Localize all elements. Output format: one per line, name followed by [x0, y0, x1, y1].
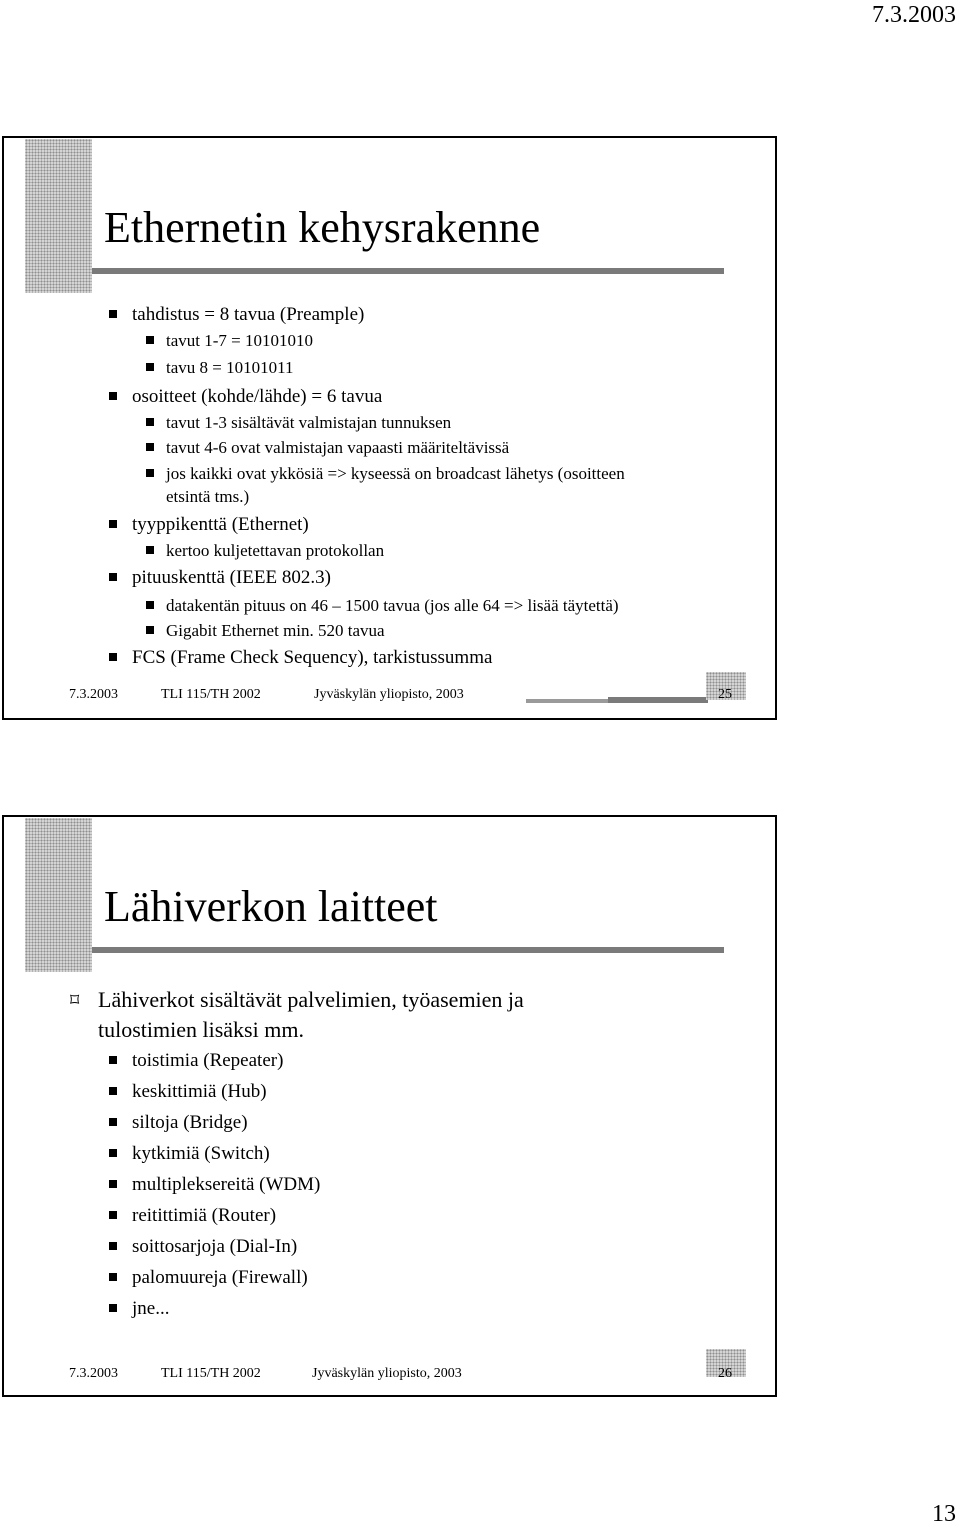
- lead-bullet-icon: ⌑: [70, 990, 80, 1011]
- bullet-square-icon: [146, 469, 154, 477]
- bullet-square-icon: [109, 1118, 117, 1126]
- bullet-text: palomuureja (Firewall): [132, 1267, 308, 1288]
- bullet-text: tavut 4-6 ovat valmistajan vapaasti määriteltävissä: [166, 438, 510, 457]
- lead-text: Lähiverkot sisältävät palvelimien, työasemien ja: [98, 987, 524, 1012]
- bullet-text: pituuskenttä (IEEE 802.3): [132, 567, 331, 588]
- slide-number: 26: [718, 1366, 732, 1381]
- bullet-text: reitittimiä (Router): [132, 1205, 277, 1226]
- slide-lan-devices: [2, 815, 777, 1397]
- footer-date: 7.3.2003: [69, 1366, 118, 1381]
- bullet-square-icon: [109, 1242, 117, 1250]
- title-rule: [92, 947, 724, 953]
- page-date: 7.3.2003: [872, 2, 956, 28]
- bullet-square-icon: [109, 1180, 117, 1188]
- bullet-text: toistimia (Repeater): [132, 1050, 284, 1071]
- bullet-square-icon: [146, 546, 154, 554]
- bullet-text: tavut 1-3 sisältävät valmistajan tunnuksen: [166, 413, 452, 432]
- bullet-square-icon: [146, 443, 154, 451]
- footer-org: Jyväskylän yliopisto, 2003: [314, 687, 464, 702]
- bullet-square-icon: [109, 1211, 117, 1219]
- bullet-text: tavut 1-7 = 10101010: [166, 331, 313, 350]
- bullet-square-icon: [146, 336, 154, 344]
- lead-text: tulostimien lisäksi mm.: [98, 1017, 304, 1042]
- bullet-square-icon: [109, 653, 117, 661]
- footer-bar-left: [526, 699, 608, 703]
- bullet-text: osoitteet (kohde/lähde) = 6 tavua: [132, 386, 383, 407]
- bullet-square-icon: [146, 601, 154, 609]
- bullet-text: jos kaikki ovat ykkösiä => kyseessä on broadcast lähetys (osoitteen: [166, 464, 625, 483]
- footer-course: TLI 115/TH 2002: [161, 687, 261, 702]
- bullet-square-icon: [109, 1273, 117, 1281]
- decorative-pattern-block: [25, 139, 92, 293]
- bullet-square-icon: [109, 1056, 117, 1064]
- bullet-square-icon: [109, 310, 117, 318]
- slide-title: Ethernetin kehysrakenne: [104, 203, 541, 252]
- bullet-square-icon: [109, 520, 117, 528]
- title-rule: [92, 268, 724, 274]
- bullet-text: FCS (Frame Check Sequency), tarkistussumma: [132, 647, 493, 668]
- bullet-square-icon: [146, 626, 154, 634]
- bullet-text: soittosarjoja (Dial-In): [132, 1236, 298, 1257]
- bullet-text: kertoo kuljetettavan protokollan: [166, 541, 385, 560]
- bullet-text: tyyppikenttä (Ethernet): [132, 514, 309, 535]
- bullet-square-icon: [146, 363, 154, 371]
- footer-org: Jyväskylän yliopisto, 2003: [312, 1366, 462, 1381]
- slide-title: Lähiverkon laitteet: [104, 882, 438, 931]
- slide-number: 25: [718, 687, 732, 702]
- bullet-square-icon: [109, 1087, 117, 1095]
- bullet-text: multipleksereitä (WDM): [132, 1174, 321, 1195]
- bullet-text: kytkimiä (Switch): [132, 1143, 270, 1164]
- bullet-square-icon: [109, 392, 117, 400]
- bullet-text: tahdistus = 8 tavua (Preample): [132, 304, 365, 325]
- footer-bar: [608, 697, 708, 703]
- bullet-text: siltoja (Bridge): [132, 1112, 248, 1133]
- bullet-text: jne...: [132, 1298, 170, 1319]
- bullet-text: keskittimiä (Hub): [132, 1081, 267, 1102]
- bullet-text: datakentän pituus on 46 – 1500 tavua (jos alle 64 => lisää täytettä): [166, 596, 619, 615]
- slide-ethernet-frame: [2, 136, 777, 720]
- footer-date: 7.3.2003: [69, 687, 118, 702]
- page-number: 13: [932, 1501, 956, 1527]
- bullet-text: Gigabit Ethernet min. 520 tavua: [166, 621, 385, 640]
- bullet-square-icon: [109, 1304, 117, 1312]
- bullet-square-icon: [146, 418, 154, 426]
- bullet-text: etsintä tms.): [166, 487, 250, 506]
- decorative-pattern-block: [25, 818, 92, 972]
- bullet-square-icon: [109, 1149, 117, 1157]
- footer-course: TLI 115/TH 2002: [161, 1366, 261, 1381]
- bullet-square-icon: [109, 573, 117, 581]
- bullet-text: tavu 8 = 10101011: [166, 358, 294, 377]
